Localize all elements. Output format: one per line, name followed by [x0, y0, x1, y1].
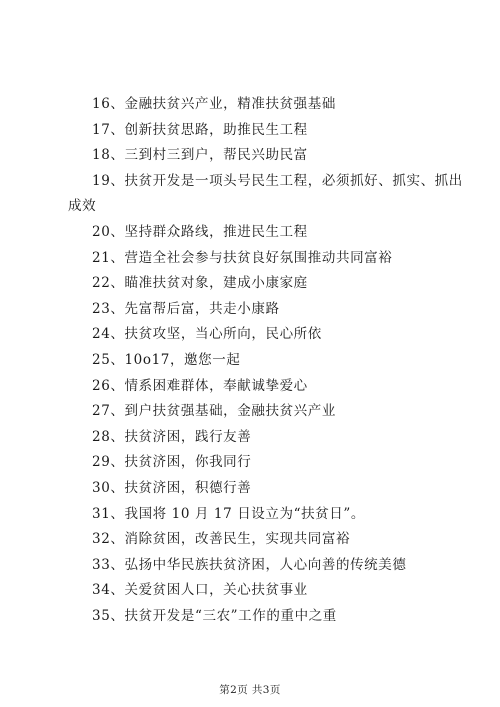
- list-item: 25、10o17，邀您一起: [92, 351, 241, 368]
- list-item: [68, 169, 463, 220]
- list-item: 24、扶贫攻坚，当心所向，民心所依: [92, 326, 322, 343]
- slogan-list: [68, 92, 463, 629]
- list-item: 18、三到村三到户，帮民兴助民富: [92, 147, 308, 164]
- list-item: 21、营造全社会参与扶贫良好氛围推动共同富裕: [92, 249, 393, 266]
- list-item: 32、消除贫困，改善民生，实现共同富裕: [92, 531, 351, 548]
- list-item: 31、我国将 10 月 17 日设立为“扶贫日”。: [92, 505, 366, 522]
- list-item: 20、坚持群众路线，推进民生工程: [92, 223, 308, 240]
- list-item: 34、关爱贫困人口，关心扶贫事业: [92, 582, 308, 599]
- list-item: 23、先富帮后富，共走小康路: [92, 300, 280, 317]
- list-item: 26、情系困难群体，奉献诚挚爱心: [92, 377, 308, 394]
- list-item-continuation: 成效: [68, 198, 97, 215]
- list-item: 28、扶贫济困，践行友善: [92, 428, 252, 445]
- list-item: 27、到户扶贫强基础，金融扶贫兴产业: [92, 403, 336, 420]
- list-item: 33、弘扬中华民族扶贫济困，人心向善的传统美德: [92, 556, 407, 573]
- list-item: 30、扶贫济困，积德行善: [92, 479, 252, 496]
- list-item-line: 19、扶贫开发是一项头号民生工程，必须抓好、抓实、抓出: [92, 172, 463, 189]
- list-item: 17、创新扶贫思路，助推民生工程: [92, 121, 308, 138]
- list-item: 29、扶贫济困，你我同行: [92, 454, 252, 471]
- list-item: 16、金融扶贫兴产业，精准扶贫强基础: [92, 96, 336, 112]
- list-item: 22、瞄准扶贫对象，建成小康家庭: [92, 275, 308, 292]
- list-item: 35、扶贫开发是“三农”工作的重中之重: [92, 607, 337, 624]
- page-number-footer: 第2页 共3页: [219, 684, 281, 696]
